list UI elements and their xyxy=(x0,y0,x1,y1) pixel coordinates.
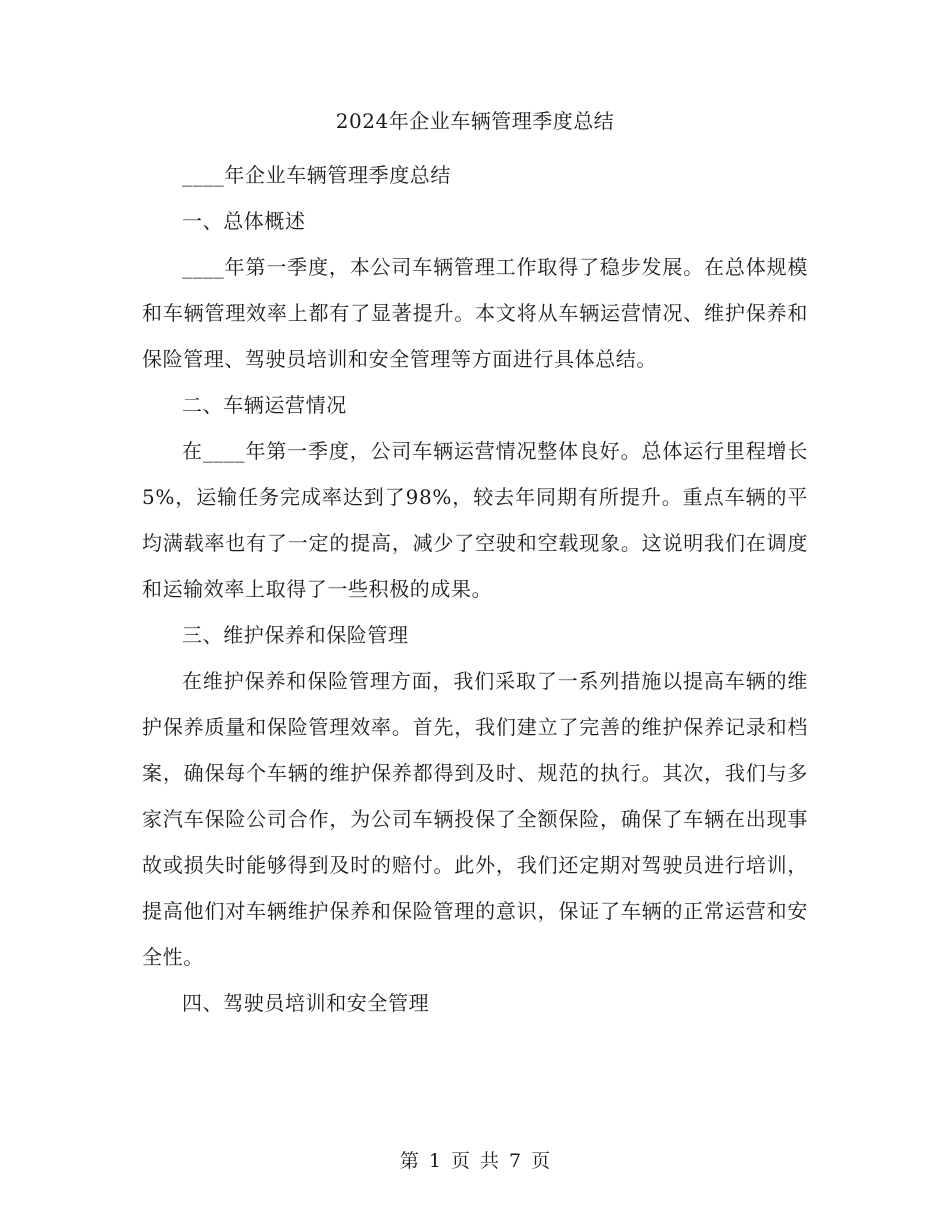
document-body xyxy=(142,152,808,1026)
paragraph-maintenance: 在维护保养和保险管理方面，我们采取了一系列措施以提高车辆的维护保养质量和保险管理效率。首先，我们建立了完善的维护保养记录和档案，确保每个车辆的维护保养都得到及时、规范的执行。其次，我们与多家汽车保险公司合作，为公司车辆投保了全额保险，确保了车辆在出现事故或损失时能够得到及时的赔付。此外，我们还定期对驾驶员进行培训，提高他们对车辆维护保养和保险管理的意识，保证了车辆的正常运营和安全性。 xyxy=(142,669,808,969)
paragraph-overview: ____年第一季度，本公司车辆管理工作取得了稳步发展。在总体规模和车辆管理效率上都有了显著提升。本文将从车辆运营情况、维护保养和保险管理、驾驶员培训和安全管理等方面进行具体总结。 xyxy=(142,255,808,371)
subtitle-paragraph: ____年企业车辆管理季度总结 xyxy=(182,163,451,187)
section-heading-training: 四、驾驶员培训和安全管理 xyxy=(182,991,430,1015)
section-heading-maintenance: 三、维护保养和保险管理 xyxy=(182,623,409,647)
document-title: 2024年企业车辆管理季度总结 xyxy=(335,109,615,133)
section-heading-operations: 二、车辆运营情况 xyxy=(182,393,347,417)
page-footer: 第 1 页 共 7 页 xyxy=(399,1150,551,1172)
paragraph-operations: 在____年第一季度，公司车辆运营情况整体良好。总体运行里程增长5%，运输任务完成率达到了98%，较去年同期有所提升。重点车辆的平均满载率也有了一定的提高，减少了空驶和空载现象。这说明我们在调度和运输效率上取得了一些积极的成果。 xyxy=(142,439,808,601)
section-heading-overview: 一、总体概述 xyxy=(182,209,306,233)
